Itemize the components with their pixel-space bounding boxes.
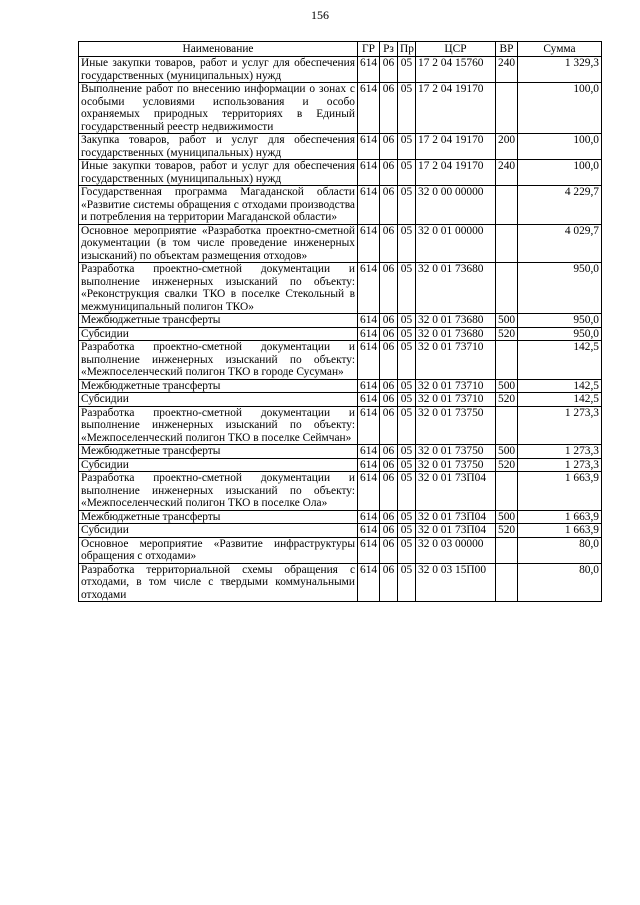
row-pr: 05	[398, 327, 416, 341]
row-rz: 06	[380, 224, 398, 263]
row-csr: 32 0 01 73680	[416, 327, 496, 341]
row-sum: 950,0	[518, 327, 602, 341]
header-vr: ВР	[496, 42, 518, 57]
row-gr: 614	[358, 379, 380, 393]
row-rz: 06	[380, 83, 398, 134]
table-row	[79, 458, 602, 472]
row-vr: 240	[496, 57, 518, 83]
table-row	[79, 341, 602, 380]
row-gr: 614	[358, 57, 380, 83]
row-csr: 32 0 01 73750	[416, 458, 496, 472]
row-csr: 32 0 01 73750	[416, 406, 496, 445]
row-sum: 100,0	[518, 160, 602, 186]
row-vr	[496, 341, 518, 380]
row-gr: 614	[358, 537, 380, 563]
row-csr: 32 0 01 00000	[416, 224, 496, 263]
row-name: Основное мероприятие «Разработка проектно-сметной документации (в том числе проведение инженерных изысканий) по объектам размещения отходов»	[79, 224, 358, 263]
row-rz: 06	[380, 341, 398, 380]
row-pr: 05	[398, 537, 416, 563]
row-gr: 614	[358, 458, 380, 472]
row-vr	[496, 406, 518, 445]
row-name: Иные закупки товаров, работ и услуг для обеспечения государственных (муниципальных) нужд	[79, 57, 358, 83]
row-pr: 05	[398, 393, 416, 407]
header-row	[79, 42, 602, 57]
row-sum: 950,0	[518, 314, 602, 328]
row-csr: 32 0 01 73710	[416, 393, 496, 407]
row-name: Основное мероприятие «Развитие инфраструктуры обращения с отходами»	[79, 537, 358, 563]
row-rz: 06	[380, 160, 398, 186]
row-vr: 500	[496, 314, 518, 328]
row-pr: 05	[398, 314, 416, 328]
row-rz: 06	[380, 524, 398, 538]
row-sum: 1 663,9	[518, 472, 602, 511]
row-pr: 05	[398, 263, 416, 314]
row-csr: 32 0 01 73680	[416, 314, 496, 328]
row-csr: 32 0 01 73П04	[416, 472, 496, 511]
row-vr: 240	[496, 160, 518, 186]
header-gr: ГР	[358, 42, 380, 57]
row-gr: 614	[358, 134, 380, 160]
row-vr: 520	[496, 327, 518, 341]
table-row	[79, 314, 602, 328]
row-pr: 05	[398, 134, 416, 160]
row-gr: 614	[358, 393, 380, 407]
row-pr: 05	[398, 524, 416, 538]
row-gr: 614	[358, 406, 380, 445]
row-sum: 1 663,9	[518, 524, 602, 538]
page-number: 156	[311, 8, 329, 22]
row-rz: 06	[380, 327, 398, 341]
table-row	[79, 393, 602, 407]
row-name: Субсидии	[79, 524, 358, 538]
row-name: Разработка проектно-сметной документации и выполнение инженерных изысканий по объекту: «Межпоселенческий полигон ТКО в поселке Сеймчан»	[79, 406, 358, 445]
table-row	[79, 160, 602, 186]
row-sum: 4 229,7	[518, 186, 602, 225]
header-sum: Сумма	[518, 42, 602, 57]
row-rz: 06	[380, 510, 398, 524]
row-rz: 06	[380, 57, 398, 83]
table-row	[79, 445, 602, 459]
row-name: Субсидии	[79, 327, 358, 341]
row-name: Выполнение работ по внесению информации о зонах с особыми условиями использования и особо охраняемых природных территориях в Единый государственный реестр недвижимости	[79, 83, 358, 134]
row-name: Государственная программа Магаданской области «Развитие системы обращения с отходами производства и потребления на территории Магаданской области»	[79, 186, 358, 225]
row-name: Межбюджетные трансферты	[79, 510, 358, 524]
row-sum: 80,0	[518, 563, 602, 602]
row-gr: 614	[358, 472, 380, 511]
row-pr: 05	[398, 563, 416, 602]
row-name: Субсидии	[79, 458, 358, 472]
row-vr	[496, 224, 518, 263]
row-name: Субсидии	[79, 393, 358, 407]
row-sum: 142,5	[518, 379, 602, 393]
row-pr: 05	[398, 445, 416, 459]
row-csr: 32 0 01 73680	[416, 263, 496, 314]
row-csr: 32 0 03 00000	[416, 537, 496, 563]
budget-table	[78, 41, 602, 602]
row-sum: 1 273,3	[518, 458, 602, 472]
table-row	[79, 379, 602, 393]
row-pr: 05	[398, 341, 416, 380]
row-vr	[496, 472, 518, 511]
row-csr: 17 2 04 19170	[416, 83, 496, 134]
row-rz: 06	[380, 314, 398, 328]
row-rz: 06	[380, 537, 398, 563]
row-vr: 500	[496, 445, 518, 459]
header-csr: ЦСР	[416, 42, 496, 57]
row-gr: 614	[358, 263, 380, 314]
row-sum: 100,0	[518, 134, 602, 160]
row-rz: 06	[380, 458, 398, 472]
row-csr: 17 2 04 19170	[416, 160, 496, 186]
row-vr	[496, 537, 518, 563]
row-vr	[496, 186, 518, 225]
row-name: Межбюджетные трансферты	[79, 314, 358, 328]
row-pr: 05	[398, 458, 416, 472]
row-vr: 520	[496, 458, 518, 472]
row-csr: 32 0 01 73710	[416, 379, 496, 393]
row-rz: 06	[380, 134, 398, 160]
row-csr: 32 0 01 73750	[416, 445, 496, 459]
row-pr: 05	[398, 406, 416, 445]
table-row	[79, 406, 602, 445]
table-row	[79, 57, 602, 83]
row-csr: 17 2 04 15760	[416, 57, 496, 83]
row-csr: 32 0 03 15П00	[416, 563, 496, 602]
table-row	[79, 510, 602, 524]
row-pr: 05	[398, 186, 416, 225]
row-name: Разработка проектно-сметной документации и выполнение инженерных изысканий по объекту: «Межпоселенческий полигон ТКО в поселке Ола»	[79, 472, 358, 511]
row-name: Закупка товаров, работ и услуг для обеспечения государственных (муниципальных) нужд	[79, 134, 358, 160]
row-pr: 05	[398, 379, 416, 393]
row-rz: 06	[380, 563, 398, 602]
row-vr	[496, 563, 518, 602]
row-name: Разработка проектно-сметной документации и выполнение инженерных изысканий по объекту: «Реконструкция свалки ТКО в поселке Стекольный в межмуниципальный полигон ТКО»	[79, 263, 358, 314]
header-name: Наименование	[79, 42, 358, 57]
row-vr: 520	[496, 393, 518, 407]
row-pr: 05	[398, 224, 416, 263]
table-row	[79, 83, 602, 134]
row-csr: 32 0 01 73710	[416, 341, 496, 380]
row-rz: 06	[380, 263, 398, 314]
table-row	[79, 263, 602, 314]
row-csr: 32 0 01 73П04	[416, 524, 496, 538]
row-csr: 32 0 00 00000	[416, 186, 496, 225]
row-rz: 06	[380, 445, 398, 459]
row-csr: 32 0 01 73П04	[416, 510, 496, 524]
row-rz: 06	[380, 406, 398, 445]
row-sum: 950,0	[518, 263, 602, 314]
row-pr: 05	[398, 57, 416, 83]
row-gr: 614	[358, 445, 380, 459]
row-gr: 614	[358, 83, 380, 134]
row-pr: 05	[398, 83, 416, 134]
row-csr: 17 2 04 19170	[416, 134, 496, 160]
row-sum: 1 663,9	[518, 510, 602, 524]
row-gr: 614	[358, 160, 380, 186]
row-vr: 500	[496, 379, 518, 393]
row-name: Межбюджетные трансферты	[79, 379, 358, 393]
row-name: Разработка территориальной схемы обращения с отходами, в том числе с твердыми коммунальными отходами	[79, 563, 358, 602]
row-gr: 614	[358, 563, 380, 602]
row-sum: 100,0	[518, 83, 602, 134]
row-gr: 614	[358, 341, 380, 380]
row-gr: 614	[358, 224, 380, 263]
row-vr	[496, 263, 518, 314]
table-row	[79, 472, 602, 511]
row-vr	[496, 83, 518, 134]
row-sum: 1 273,3	[518, 445, 602, 459]
row-name: Разработка проектно-сметной документации и выполнение инженерных изысканий по объекту: «Межпоселенческий полигон ТКО в городе Сусуман»	[79, 341, 358, 380]
row-vr: 200	[496, 134, 518, 160]
row-sum: 142,5	[518, 393, 602, 407]
table-row	[79, 537, 602, 563]
row-sum: 1 273,3	[518, 406, 602, 445]
row-sum: 4 029,7	[518, 224, 602, 263]
row-rz: 06	[380, 186, 398, 225]
header-pr: Пр	[398, 42, 416, 57]
row-sum: 80,0	[518, 537, 602, 563]
row-gr: 614	[358, 327, 380, 341]
table-row	[79, 327, 602, 341]
row-rz: 06	[380, 472, 398, 511]
table-row	[79, 224, 602, 263]
row-name: Иные закупки товаров, работ и услуг для обеспечения государственных (муниципальных) нужд	[79, 160, 358, 186]
table-row	[79, 134, 602, 160]
row-pr: 05	[398, 510, 416, 524]
row-gr: 614	[358, 510, 380, 524]
row-rz: 06	[380, 393, 398, 407]
row-sum: 142,5	[518, 341, 602, 380]
row-name: Межбюджетные трансферты	[79, 445, 358, 459]
table-row	[79, 563, 602, 602]
row-pr: 05	[398, 472, 416, 511]
row-rz: 06	[380, 379, 398, 393]
row-gr: 614	[358, 524, 380, 538]
row-sum: 1 329,3	[518, 57, 602, 83]
row-gr: 614	[358, 314, 380, 328]
row-pr: 05	[398, 160, 416, 186]
table-row	[79, 186, 602, 225]
table-row	[79, 524, 602, 538]
header-rz: Рз	[380, 42, 398, 57]
row-vr: 500	[496, 510, 518, 524]
row-gr: 614	[358, 186, 380, 225]
row-vr: 520	[496, 524, 518, 538]
